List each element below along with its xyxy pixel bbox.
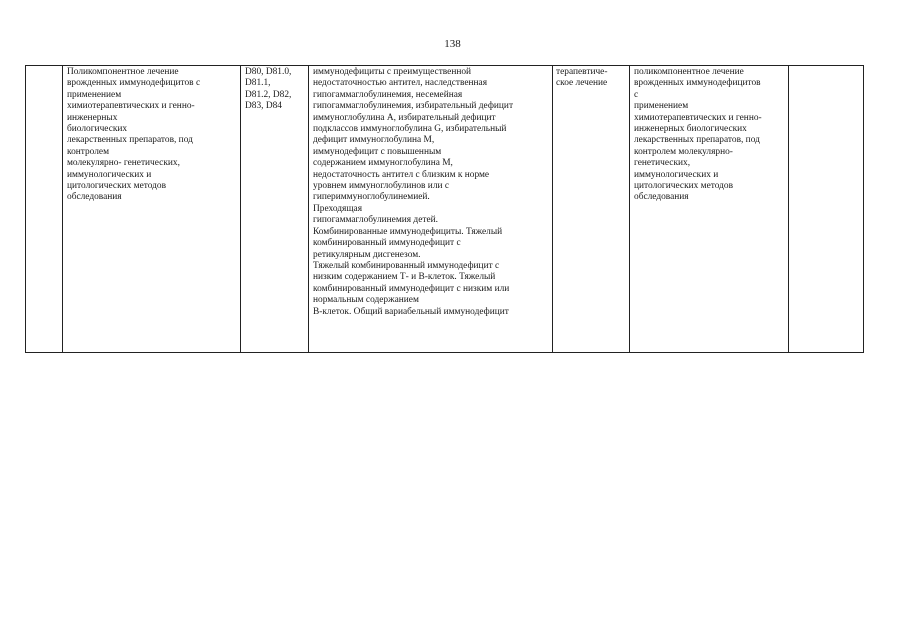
diagnosis-cell: иммунодефициты с преимущественной недостаточностью антител, наследственная гипогаммаглобулинемия, несемейная гипогаммаглобулинемия, избирательный дефицит иммуноглобулина А, избирательный дефицит подклассов иммуноглобулина G, избирательный дефицит иммуноглобулина М, иммунодефицит с повышенным содержанием иммуноглобулина М, недостаточность антител с близким к норме уровнем иммуноглобулинов или с гипериммуноглобулинемией. Преходящая гипогаммаглобулинемия детей. Комбинированные иммунодефициты. Тяжелый комбинированный иммунодефицит с ретикулярным дисгенезом. Тяжелый комбинированный иммунодефицит с низким содержанием Т- и В-клеток. Тяжелый комбинированный иммунодефицит с низким или нормальным содержанием В-клеток. Общий вариабельный иммунодефицит	[309, 66, 553, 353]
row-number-cell	[26, 66, 63, 353]
treatment-name-cell: Поликомпонентное лечение врожденных иммунодефицитов с применением химиотерапевтических и генно- инженерных биологических лекарственных препаратов, под контролем молекулярно- генетических, иммунологических и цитологических методов обследования	[63, 66, 241, 353]
treatment-method-cell: поликомпонентное лечение врожденных иммунодефицитов с применением химиотерапевтических и генно- инженерных биологических лекарственных препаратов, под контролем молекулярно- генетических, иммунологических и цитологических методов обследования	[630, 66, 789, 353]
icd-codes-cell: D80, D81.0, D81.1, D81.2, D82, D83, D84	[241, 66, 309, 353]
cost-cell	[789, 66, 864, 353]
medical-care-table	[25, 65, 864, 353]
treatment-type-cell: терапевтиче- ское лечение	[553, 66, 630, 353]
table-row	[26, 66, 864, 353]
page-number: 138	[444, 38, 461, 50]
